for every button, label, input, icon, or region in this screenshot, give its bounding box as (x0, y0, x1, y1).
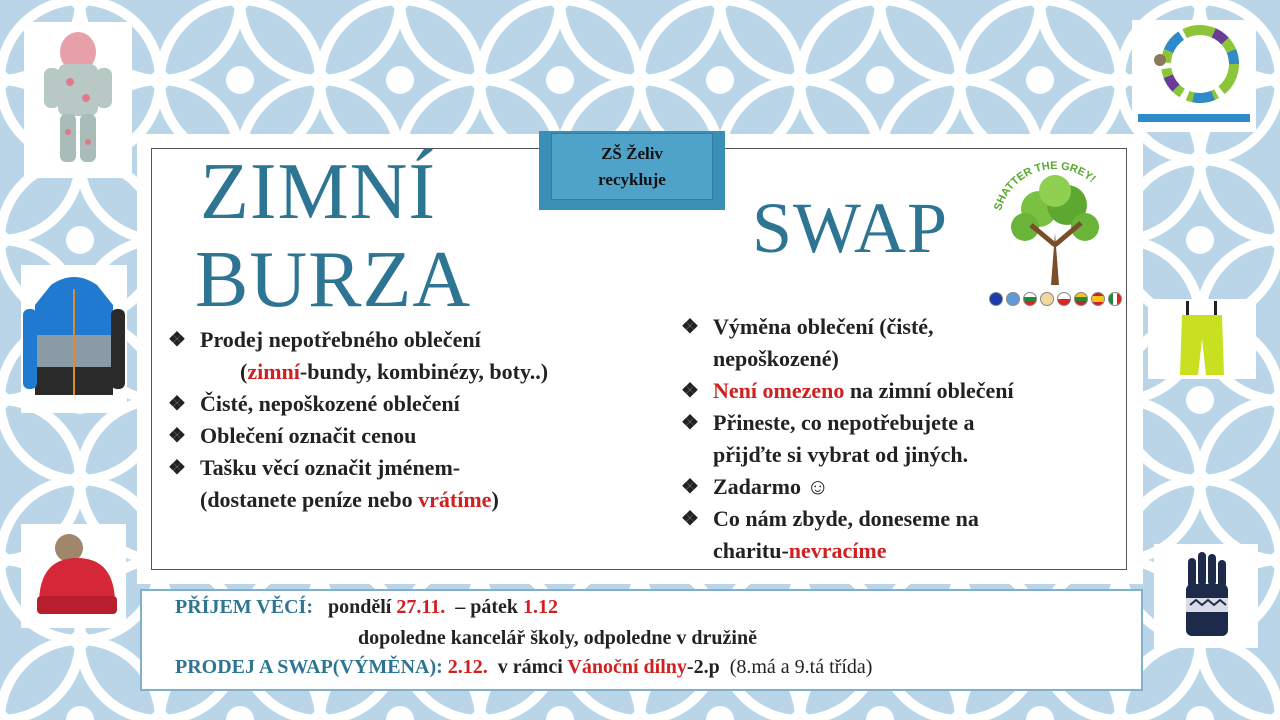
right-info-list (679, 311, 1129, 567)
bullet-icon: ❖ (168, 425, 186, 447)
bullet-icon: ❖ (168, 393, 186, 415)
schedule-line-2: dopoledne kancelář školy, odpoledne v družině (358, 627, 757, 649)
bullet-icon: ❖ (168, 329, 186, 351)
flag-spain-icon (1091, 292, 1105, 306)
flag-czech-icon (1057, 292, 1071, 306)
bullet-icon: ❖ (681, 412, 699, 434)
flag-greece-icon (1006, 292, 1020, 306)
list-item-text: nepoškozené) (713, 346, 839, 371)
event-name: Vánoční dílny (567, 656, 687, 678)
school-badge-inner (551, 133, 713, 200)
glove-photo (1154, 544, 1258, 648)
bullet-icon: ❖ (681, 316, 699, 338)
list-item (679, 311, 1129, 343)
colon: : (306, 596, 313, 618)
prodej-label: PRODEJ A SWAP(VÝMĚNA) (175, 656, 437, 678)
list-item (166, 420, 636, 452)
flag-bulgaria-icon (1023, 292, 1037, 306)
classes-text: (8.má a 9.tá třída) (729, 656, 873, 678)
text-part: ( (240, 359, 248, 384)
text-part: charitu- (713, 538, 789, 563)
list-item-continuation (679, 535, 1129, 567)
prijem-label: PŘÍJEM VĚCÍ (175, 596, 307, 618)
list-item-text: Zadarmo ☺ (713, 474, 829, 499)
list-item (679, 503, 1129, 535)
text-part: (dostanete peníze nebo (200, 487, 419, 512)
event-date: 2.12. (447, 656, 488, 678)
list-item-text: Prodej nepotřebného oblečení (200, 327, 481, 352)
day-text: – pátek (455, 596, 519, 618)
left-info-list (166, 324, 636, 516)
list-item-text (200, 359, 548, 384)
day-text: pondělí (327, 596, 392, 618)
eu-flags (989, 292, 1122, 306)
list-item-text: Přineste, co nepotřebujete a (713, 410, 975, 435)
list-item-text: Tašku věcí označit jménem- (200, 455, 461, 480)
list-item-continuation (166, 484, 636, 516)
list-item-text: Výměna oblečení (čisté, (713, 314, 934, 339)
bullet-icon: ❖ (681, 476, 699, 498)
tree-icon (985, 155, 1125, 295)
text-part: v rámci (497, 656, 563, 678)
text-part: ) (491, 487, 499, 512)
text-part: na zimní oblečení (844, 378, 1014, 403)
list-item (166, 324, 636, 356)
title-zimni: ZIMNÍ (200, 148, 437, 236)
flag-lithuania-icon (1074, 292, 1088, 306)
schedule-line-3 (175, 656, 872, 679)
list-item-text: Oblečení označit cenou (200, 423, 417, 448)
list-item (679, 407, 1129, 439)
logo-text: SHATTER THE GREY! (992, 159, 1098, 213)
shatter-the-grey-tree-logo (985, 155, 1125, 310)
title-swap: SWAP (752, 188, 949, 268)
circular-economy-diagram (1132, 20, 1256, 132)
badge-line-2: recykluje (598, 169, 666, 189)
schedule-line-1 (175, 596, 558, 619)
colon: : (436, 656, 443, 678)
list-item (679, 471, 1129, 503)
list-item (679, 375, 1129, 407)
list-item-text: Čisté, nepoškozené oblečení (200, 391, 460, 416)
list-item-continuation (679, 439, 1129, 471)
bullet-icon: ❖ (681, 380, 699, 402)
date-start: 27.11. (396, 596, 446, 618)
winter-jacket-photo (21, 265, 127, 413)
highlight-text: zimní (247, 359, 300, 384)
list-item (166, 452, 636, 484)
list-item-continuation (166, 356, 636, 388)
list-item (166, 388, 636, 420)
flag-italy-icon (1108, 292, 1122, 306)
bullet-icon: ❖ (681, 508, 699, 530)
bullet-icon: ❖ (168, 457, 186, 479)
highlight-text: nevracíme (788, 538, 887, 563)
knit-hat-photo (21, 524, 126, 628)
list-item-text: přijďte si vybrat od jiných. (713, 442, 969, 467)
ski-pants-photo (1148, 299, 1256, 379)
flag-cyprus-icon (1040, 292, 1054, 306)
list-item-continuation (679, 343, 1129, 375)
text-part: -bundy, kombinézy, boty..) (299, 359, 549, 384)
flag-eu-icon (989, 292, 1003, 306)
date-end: 1.12 (523, 596, 559, 618)
list-item-text: Co nám zbyde, doneseme na (713, 506, 979, 531)
room-text: -2.p (686, 656, 720, 678)
infant-snowsuit-photo (24, 22, 132, 178)
badge-line-1: ZŠ Želiv (601, 143, 663, 163)
title-burza: BURZA (195, 236, 472, 324)
highlight-text: Není omezeno (713, 378, 845, 403)
school-badge (539, 131, 725, 210)
highlight-text: vrátíme (418, 487, 492, 512)
